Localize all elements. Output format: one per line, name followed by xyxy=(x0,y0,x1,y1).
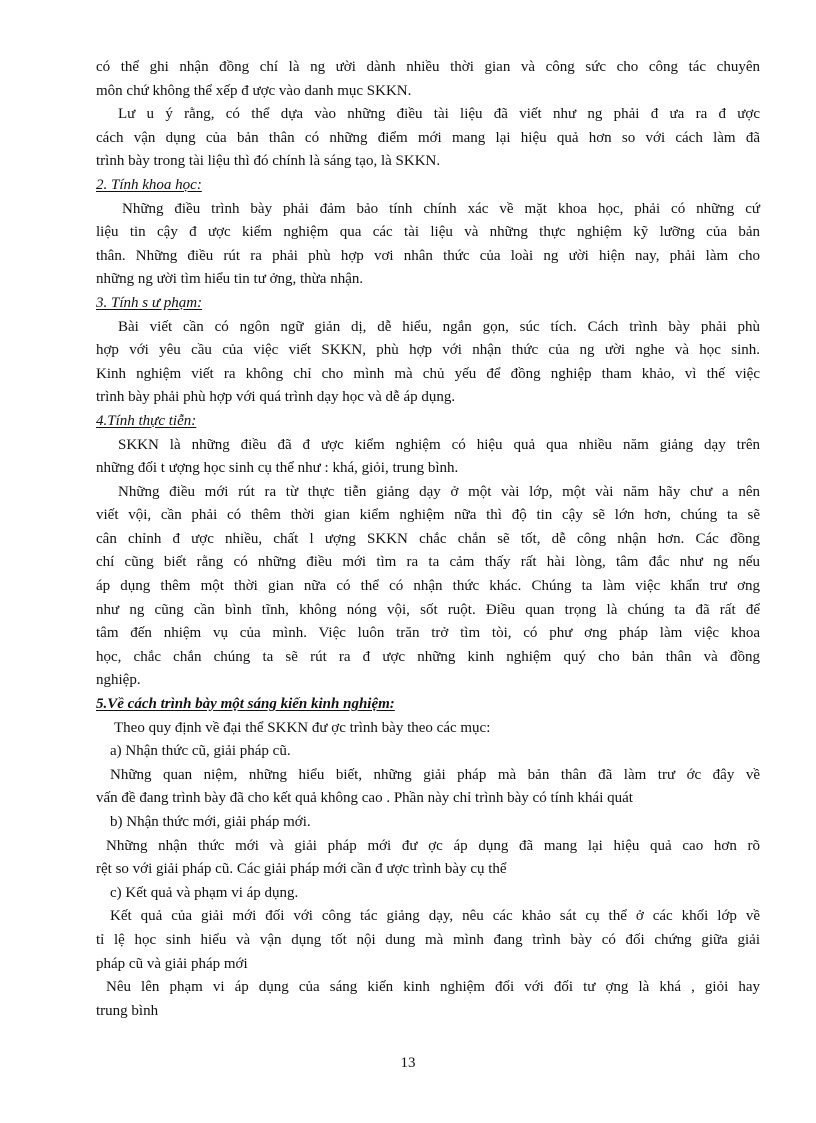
paragraph-line: trung bình xyxy=(96,1002,159,1019)
paragraph-line: những đối t ượng học sinh cụ thể như : khá, giỏi, trung bình. xyxy=(96,460,459,477)
paragraph-line: áp dụng thêm một thời gian nữa có thể có nhận thức khác. Chúng ta làm việc khẩn trư ơng xyxy=(96,578,760,595)
paragraph-line: a) Nhận thức cũ, giải pháp cũ. xyxy=(110,743,291,760)
section-heading: 4.Tính thực tiễn: xyxy=(96,412,197,429)
paragraph-line: Những quan niệm, những hiểu biết, những giải pháp mà bản thân đã làm trư ớc đây về xyxy=(110,766,760,783)
paragraph-line: vấn đề đang trình bày đã cho kết quả không cao . Phần này chỉ trình bày có tính khái quát xyxy=(96,790,633,807)
paragraph-line: SKKN là những điều đã đ ược kiểm nghiệm có hiệu quả qua nhiều năm giảng dạy trên xyxy=(118,436,760,453)
paragraph-line: Kinh nghiệm viết ra không chỉ cho mình mà chủ yếu để đồng nghiệp tham khảo, vì thế việc xyxy=(96,365,760,382)
paragraph-line: môn chứ không thể xếp đ ược vào danh mục SKKN. xyxy=(96,82,412,99)
paragraph-line: tâm đến nhiệm vụ của mình. Việc luôn trăn trở tìm tòi, có phư ơng pháp làm việc khoa xyxy=(96,625,760,642)
paragraph-line: tỉ lệ học sinh hiểu và vận dụng tốt nội dung mà mình đang trình bày có đối chứng giữa giải xyxy=(96,931,760,948)
paragraph-line: c) Kết quả và phạm vi áp dụng. xyxy=(110,884,299,901)
paragraph-line: trình bày trong tài liệu thì đó chính là sáng tạo, là SKKN. xyxy=(96,153,441,170)
section-heading: 5.Về cách trình bày một sáng kiến kinh nghiệm: xyxy=(96,696,395,713)
paragraph-line: cân chỉnh đ ược nhiều, chất l ượng SKKN chắc chắn sẽ tốt, dễ công nhận hơn. Các đồng xyxy=(96,530,760,547)
paragraph-line: Những điều mới rút ra từ thực tiễn giảng dạy ở một vài lớp, một vài năm hãy chư a nên xyxy=(118,483,760,500)
paragraph-line: Bài viết cần có ngôn ngữ giản dị, dễ hiểu, ngắn gọn, súc tích. Cách trình bày phải phù xyxy=(118,318,760,335)
paragraph-line: b) Nhận thức mới, giải pháp mới. xyxy=(110,814,311,830)
paragraph-line: Lư u ý rằng, có thể dựa vào những điều tài liệu đã viết như ng phải đ ưa ra đ ược xyxy=(118,106,760,123)
paragraph-line: chí cũng biết rằng có những điều mới tìm ra ta cảm thấy rất hài lòng, tâm đắc như ng nếu xyxy=(96,554,760,571)
paragraph-line: có thể ghi nhận đồng chí là ng ười dành nhiều thời gian và công sức cho công tác chuyên xyxy=(96,59,760,75)
paragraph-line: rệt so với giải pháp cũ. Các giải pháp mới cần đ ược trình bày cụ thể xyxy=(96,861,507,878)
paragraph-line: liệu tin cậy đ ược kiểm nghiệm qua các tài liệu và những thực nghiệm kỹ lưỡng của bản xyxy=(96,224,760,241)
paragraph-line: Những điều trình bày phải đảm bảo tính chính xác về mặt khoa học, phải có những cứ xyxy=(122,200,760,217)
section-heading: 2. Tính khoa học: xyxy=(96,176,202,193)
paragraph-line: thân. Những điều rút ra phải phù hợp vơi nhân thức của loài ng ười hiện nay, phải làm cho xyxy=(96,247,760,264)
document-body xyxy=(96,56,760,1023)
paragraph-line: viết vội, cần phải có thêm thời gian kiểm nghiệm nữa thì độ tin cậy sẽ lớn hơn, chúng ta sẽ xyxy=(96,507,760,524)
paragraph-line: Những nhận thức mới và giải pháp mới đư ợc áp dụng đã mang lại hiệu quả cao hơn rõ xyxy=(106,837,760,854)
paragraph-line: trình bày phải phù hợp với quá trình dạy học và dễ áp dụng. xyxy=(96,389,456,406)
section-heading: 3. Tính s ư phạm: xyxy=(96,294,203,311)
page-number: 13 xyxy=(400,1055,416,1071)
paragraph-line: học, chắc chắn chúng ta sẽ rút ra đ ược những kinh nghiệm quý cho bản thân và đồng xyxy=(96,648,760,665)
paragraph-line: Nêu lên phạm vi áp dụng của sáng kiến kinh nghiệm đối với đối tư ợng là khá , giỏi hay xyxy=(106,979,760,996)
paragraph-line: Kết quả của giải mới đối với công tác giảng dạy, nêu các khảo sát cụ thể ở các khối lớp về xyxy=(110,908,760,925)
paragraph-line: cách vận dụng của bản thân có những điểm mới mang lại hiệu quả hơn so với cách làm đã xyxy=(96,129,760,146)
paragraph-line: Theo quy định về đại thể SKKN đư ợc trình bày theo các mục: xyxy=(114,719,491,736)
paragraph-line: nghiệp. xyxy=(96,672,141,689)
paragraph-line: pháp cũ và giải pháp mới xyxy=(96,955,248,972)
paragraph-line: những ng ười tìm hiểu tin tư ởng, thừa nhận. xyxy=(96,271,364,288)
paragraph-line: hợp với yêu cầu của việc viết SKKN, phù hợp với nhận thức của ng ười nghe và học sinh. xyxy=(96,342,760,359)
paragraph-line: như ng cũng cần bình tĩnh, không nóng vội, sốt ruột. Điều quan trọng là chúng ta đã rất để xyxy=(96,601,760,618)
